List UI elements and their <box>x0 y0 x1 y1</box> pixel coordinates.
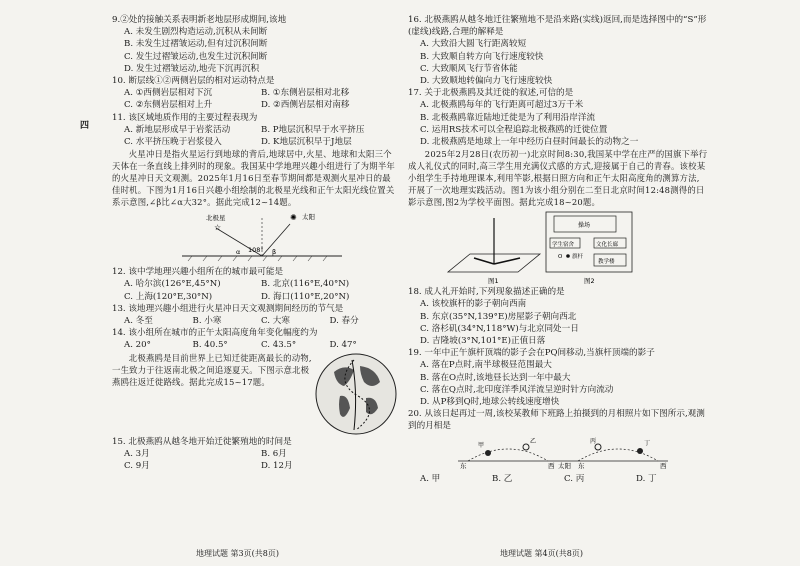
option: B. 东京(35°N,139°E)房屋影子朝向西北 <box>420 311 577 322</box>
option: C. 丙 <box>564 473 585 484</box>
direction-west-1: 西 <box>548 461 555 469</box>
question-11 <box>112 112 398 149</box>
option: A. 甲 <box>420 473 441 484</box>
question-stem: 12. 该中学地理兴趣小组所在的城市最可能是 <box>112 267 284 278</box>
direction-east-2: 东 <box>578 461 585 469</box>
option: B. 大致顺自转方向飞行速度较快 <box>420 51 544 62</box>
right-column <box>408 14 708 485</box>
flagpole-label: 旗杆 <box>572 254 584 261</box>
passage-mars-opposition: 火星冲日是指火星运行到地球的背后,地球居中,火星、地球和太阳三个天体在一条直线上排列时的现象。我国某中学地理兴趣小组进行了为期半年的火星冲日天文观测。2025年1月16日至春节期间都是观测火星冲日的最佳时机。下图为1月16日兴趣小组绘制的北极星光线和正午太阳光线位置关系示意图,∠β比∠α大32°。据此完成12~14题。 <box>112 149 395 208</box>
option: A. 落在P点时,南半球极昼范围最大 <box>420 360 552 371</box>
question-19 <box>408 347 708 408</box>
question-12 <box>112 266 398 303</box>
option: C. 发生过褶皱运动,也发生过沉积间断 <box>124 51 268 62</box>
option: C. 运用RS技术可以全程追踪北极燕鸥的迁徙位置 <box>420 124 608 135</box>
question-13 <box>112 303 398 327</box>
polaris-label: 北极星 <box>206 214 226 223</box>
option: A. 北极燕鸥每年的飞行距离可超过3万千米 <box>420 100 584 111</box>
question-15 <box>112 436 398 473</box>
question-stem: 20. 从该日起再过一周,该校某教师下班路上拍摄到的月相照片如下图所示,观测到的月相是 <box>408 409 705 432</box>
option: D. ②西侧岩层相对南移 <box>261 100 350 111</box>
question-16 <box>408 14 708 87</box>
figure1-label: 图1 <box>488 277 499 286</box>
option: A. 冬至 <box>124 316 153 327</box>
moon-yi-icon <box>523 444 529 450</box>
teaching-building-label: 教学楼 <box>598 259 615 266</box>
stadium-label: 操场 <box>578 222 591 230</box>
sky-arc-east <box>468 449 548 461</box>
option: A. 该校旗杆的影子朝向西南 <box>420 299 527 310</box>
option: D. 吉隆坡(3°N,101°E)正值日落 <box>420 336 546 347</box>
option: C. 9月 <box>124 461 150 472</box>
beta-label: β <box>272 248 277 257</box>
sun-label: 太阳 <box>558 461 571 469</box>
figure2-label: 图2 <box>584 277 595 286</box>
sun-icon: ✺ <box>290 213 297 223</box>
dorm-label: 学生宿舍 <box>552 242 575 249</box>
option: D. 从P移到Q时,地球公转线速度增快 <box>420 397 560 408</box>
angle-label: 108° <box>248 246 264 255</box>
question-14 <box>112 327 398 351</box>
left-column <box>112 14 398 472</box>
option: B. 小寒 <box>192 316 222 327</box>
flagpole-mark: O <box>558 254 563 261</box>
question-stem: 18. 成人礼开始时,下列现象描述正确的是 <box>408 287 565 298</box>
question-20 <box>408 408 708 485</box>
option: D. 12月 <box>261 461 293 472</box>
direction-east-1: 东 <box>460 461 467 469</box>
question-stem: 10. 断层线①②两侧岩层的相对运动特点是 <box>112 76 275 87</box>
option: D. 发生过褶皱运动,地壳下沉再沉积 <box>124 63 260 74</box>
shadow-2 <box>474 258 494 264</box>
moon-yi-label: 乙 <box>530 437 537 445</box>
moon-ding-icon <box>637 448 643 454</box>
moon-ding-label: 丁 <box>644 439 651 447</box>
option: B. 北京(116°E,40°N) <box>261 279 350 290</box>
question-10 <box>112 75 398 112</box>
question-stem: 16. 北极燕鸥从越冬地迁往繁殖地不是沿来路(实线)返回,而是选择图中的“S”形(虚线)线路,合理的解释是 <box>408 15 707 38</box>
corridor-label: 文化长廊 <box>596 242 619 249</box>
option: B. 未发生过褶皱运动,但有过沉积间断 <box>124 39 268 50</box>
moon-phase-figure <box>408 433 708 469</box>
page-footer-left: 地理试题 第3页(共8页) <box>196 549 279 558</box>
passage-arctic-tern: 北极燕鸥是目前世界上已知迁徙距离最长的动物,一生致力于往返南北极之间追逐夏天。下图示意北极燕鸥往返迁徙路线。据此完成15~17题。 <box>112 352 312 387</box>
option: D. 大致顺地转偏向力飞行速度较快 <box>420 76 553 87</box>
passage-coming-of-age: 2025年2月28日(农历初一)北京时间8:30,我国某中学在庄严的国旗下举行成人礼仪式的同时,高三学生用充满仪式感的方式,迎接属于自己的青春。该校某小组学生手持地理课本,利用竿影,根据日照方向和正午太阳高度角的测算方法,开展了一次地理实践活动。图1为该小组分别在二至日北京时间12:48测得的日影示意图,图2为学校平面图。据此完成18~20题。 <box>408 149 708 208</box>
option: B. 40.5° <box>192 340 228 351</box>
option: A. 新地层形成早于岩浆活动 <box>124 124 231 135</box>
globe-migration-map <box>314 352 398 436</box>
passage-arctic-tern-block <box>112 352 398 436</box>
direction-west-2: 西 <box>660 461 667 469</box>
option: C. 43.5° <box>261 340 297 351</box>
option: C. 大致顺风飞行节省体能 <box>420 63 518 74</box>
option: B. 北极燕鸥靠近陆地迁徙是为了利用沿岸洋流 <box>420 112 596 123</box>
shadow-1 <box>494 258 520 264</box>
figure-shadow-and-campus <box>408 208 708 286</box>
option: C. ②东侧岩层相对上升 <box>124 100 213 111</box>
option: D. 春分 <box>329 316 359 327</box>
option: C. 洛杉矶(34°N,118°W)与北京同处一日 <box>420 323 579 334</box>
question-stem: 17. 关于北极燕鸥及其迁徙的叙述,可信的是 <box>408 88 574 99</box>
option: A. 3月 <box>124 448 150 459</box>
option: C. 上海(120°E,30°N) <box>124 291 213 302</box>
figure-polaris-sun <box>112 208 398 266</box>
alpha-label: α <box>236 248 241 257</box>
option: D. 丁 <box>636 473 657 484</box>
polaris-sun-diagram <box>112 208 398 266</box>
option: C. 大寒 <box>261 316 290 327</box>
question-stem: 13. 该地理兴趣小组进行火星冲日天文观测期间经历的节气是 <box>112 303 344 314</box>
star-icon: ☆ <box>214 223 222 233</box>
question-stem: 14. 该小组所在城市的正午太阳高度角年变化幅度约为 <box>112 328 318 339</box>
page-footer-right: 地理试题 第4页(共8页) <box>500 549 583 558</box>
sun-label: 太阳 <box>302 213 315 222</box>
moon-bing-label: 丙 <box>590 437 597 445</box>
question-17 <box>408 87 708 148</box>
moon-jia-label: 甲 <box>478 441 485 449</box>
option: C. 落在Q点时,北印度洋季风洋流呈逆时针方向流动 <box>420 384 614 395</box>
option: D. 北极燕鸥是地球上一年中经历白昼时间最长的动物之一 <box>420 137 639 148</box>
question-stem: 9.②处的接触关系表明新老地层形成期间,该地 <box>112 15 287 25</box>
option: B. 乙 <box>492 473 513 484</box>
question-stem: 19. 一年中正午旗杆顶端的影子会在PQ间移动,当旗杆顶端的影子 <box>408 348 655 359</box>
option: C. 水平挤压晚于岩浆侵入 <box>124 137 222 148</box>
option: D. 海口(110°E,20°N) <box>261 291 350 302</box>
option: A. 未发生剧烈构造运动,沉积从未间断 <box>124 27 268 38</box>
shadow-campus-diagrams <box>408 208 708 286</box>
option: B. 6月 <box>261 448 287 459</box>
option: A. 20° <box>124 340 151 351</box>
option: A. 大致沿大圆飞行距离较短 <box>420 39 527 50</box>
option: D. 47° <box>329 340 357 351</box>
question-9 <box>112 14 398 75</box>
question-18 <box>408 286 708 347</box>
option: A. 哈尔滨(126°E,45°N) <box>124 279 221 290</box>
moon-jia-icon <box>485 450 491 456</box>
flagpole-dot <box>566 254 570 258</box>
option: D. K地层沉积早于J地层 <box>261 137 352 148</box>
sky-arc-west <box>578 449 658 461</box>
option: B. ①东侧岩层相对北移 <box>261 88 350 99</box>
option: A. ①西侧岩层相对下沉 <box>124 88 213 99</box>
option: B. P地层沉积早于水平挤压 <box>261 124 365 135</box>
side-mark: 四 <box>80 121 90 131</box>
ground-hatch <box>188 256 327 261</box>
option: B. 落在O点时,该地昼长达到一年中最大 <box>420 372 571 383</box>
question-stem: 11. 该区域地质作用的主要过程表现为 <box>112 112 258 123</box>
question-stem: 15. 北极燕鸥从越冬地开始迁徙繁殖地的时间是 <box>112 436 292 447</box>
